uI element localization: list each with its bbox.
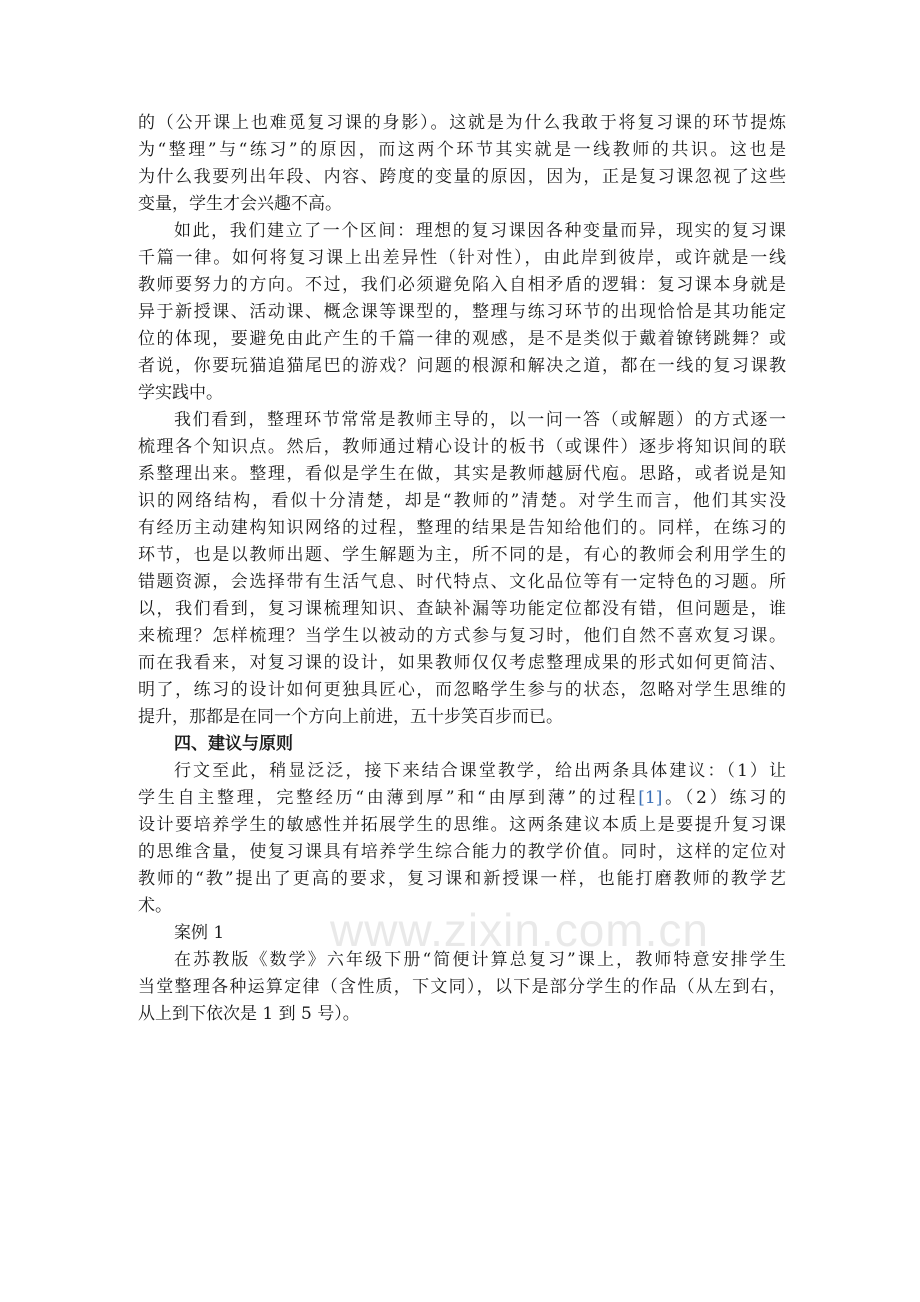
text-line: 的思维含量，使复习课具有培养学生综合能力的教学价值。同时，这样的定位对 <box>138 842 786 862</box>
text-line: 为什么我要列出年段、内容、跨度的变量的原因，因为，正是复习课忽视了这些 <box>138 167 786 187</box>
text-line: 识的网络结构，看似十分清楚，却是“教师的”清楚。对学生而言，他们其实没 <box>138 491 786 511</box>
paragraph-observation <box>138 407 786 731</box>
paragraph-interval <box>138 218 786 407</box>
text-line: 行文至此，稍显泛泛，接下来结合课堂教学，给出两条具体建议：（1）让 <box>174 761 786 781</box>
text-segment: 教师要努力的方向。不过，我们必须避免陷入自相矛盾的逻辑： <box>138 275 658 295</box>
text-line: 环节，也是以教师出题、学生解题为主，所不同的是，有心的教师会利用学生的 <box>138 545 786 565</box>
text-line: 系整理出来。整理，看似是学生在做，其实是教师越厨代庖。思路，或者说是知 <box>138 464 786 484</box>
text-line: 的（公开课上也难觅复习课的身影）。这就是为什么我敢于将复习课的环节提炼 <box>138 113 786 133</box>
text-line: 有经历主动建构知识网络的过程，整理的结果是告知给他们的。同样，在练习的 <box>138 518 786 538</box>
text-line: 提升，那都是在同一个方向上前进，五十步笑百步而已。 <box>138 707 563 727</box>
paragraph-suggestions <box>138 758 786 920</box>
paragraph-case <box>138 947 786 1028</box>
emphasized-text: 复习课本身就是 <box>657 275 787 295</box>
text-line: 设计要培养学生的敏感性并拓展学生的思维。这两条建议本质上是要提升复习课 <box>138 815 786 835</box>
text-line: 从上到下依次是 1 到 5 号）。 <box>138 1004 360 1024</box>
watermark: www.zixin.com.cn <box>330 904 709 956</box>
text-line: 如此，我们建立了一个区间：理想的复习课因各种变量而异，现实的复习课 <box>174 221 786 241</box>
text-line: 千篇一律。如何将复习课上出差异性（针对性），由此岸到彼岸，或许就是一线 <box>138 248 786 268</box>
text-line: 而在我看来，对复习课的设计，如果教师仅仅考虑整理成果的形式如何更简洁、 <box>138 653 786 673</box>
text-line: 变量，学生才会兴趣不高。 <box>138 194 342 214</box>
text-line: 我们看到，整理环节常常是教师主导的，以一问一答（或解题）的方式逐一 <box>174 410 786 430</box>
text-line: 明了，练习的设计如何更独具匠心，而忽略学生参与的状态，忽略对学生思维的 <box>138 680 786 700</box>
text-line: 错题资源，会选择带有生活气息、时代特点、文化品位等有一定特色的习题。所 <box>138 572 786 592</box>
text-line: 为“整理”与“练习”的原因，而这两个环节其实就是一线教师的共识。这也是 <box>138 140 786 160</box>
text-line <box>138 785 786 812</box>
emphasized-line: 者说，你要玩猫追猫尾巴的游戏？问题的根源和解决之道，都在一线的复习课教 <box>138 356 786 376</box>
text-line: 梳理各个知识点。然后，教师通过精心设计的板书（或课件）逐步将知识间的联 <box>138 437 786 457</box>
text-line <box>138 272 786 299</box>
section-heading <box>138 731 786 758</box>
emphasized-line: 异于新授课、活动课、概念课等课型的，整理与练习环节的出现恰恰是其功能定 <box>138 302 786 322</box>
paragraph-continuation <box>138 110 786 218</box>
case-label <box>138 920 786 947</box>
text-line: 教师的“教”提出了更高的要求，复习课和新授课一样，也能打磨教师的教学艺 <box>138 869 786 889</box>
text-line: 学实践中。 <box>138 383 223 403</box>
text-line: 当堂整理各种运算定律（含性质，下文同），以下是部分学生的作品（从左到右， <box>138 977 786 997</box>
text-line: 术。 <box>138 896 172 916</box>
heading-text: 四、建议与原则 <box>174 734 293 754</box>
text-segment: 。（2）练习的 <box>662 788 786 808</box>
citation-link[interactable]: [1] <box>638 788 663 808</box>
emphasized-line: 位的体现，要避免由此产生的千篇一律的观感，是不是类似于戴着镣铐跳舞？或 <box>138 329 786 349</box>
text-line: 来梳理？怎样梳理？当学生以被动的方式参与复习时，他们自然不喜欢复习课。 <box>138 626 786 646</box>
text-segment: 学生自主整理，完整经历“由薄到厚”和“由厚到薄”的过程 <box>138 788 639 808</box>
text-line: 在苏教版《数学》六年级下册“简便计算总复习”课上，教师特意安排学生 <box>174 950 786 970</box>
case-label-text: 案例 1 <box>174 923 225 943</box>
text-line: 以，我们看到，复习课梳理知识、查缺补漏等功能定位都没有错，但问题是，谁 <box>138 599 786 619</box>
